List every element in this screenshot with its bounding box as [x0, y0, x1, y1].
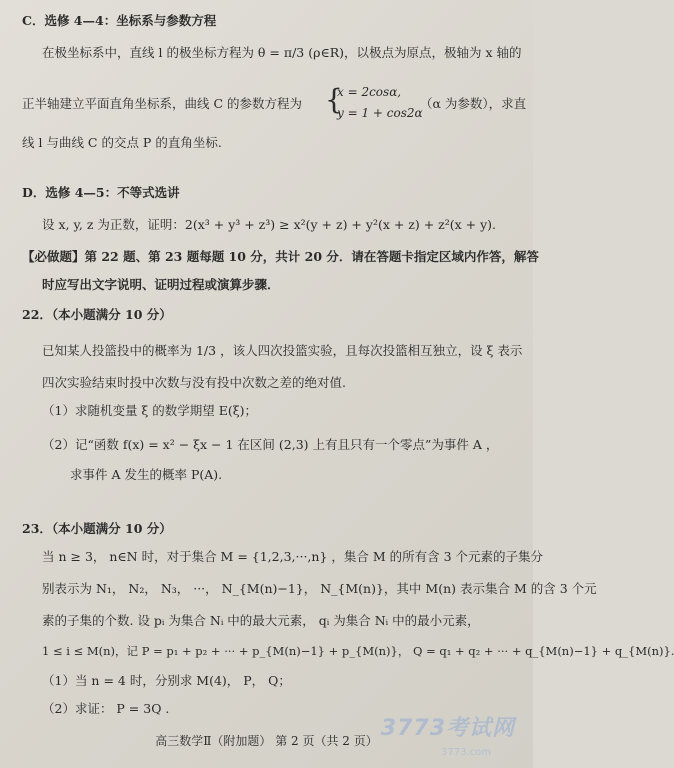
q23-part-2: （2）求证： P = 3Q .	[42, 701, 170, 716]
q22-part-2b: 求事件 A 发生的概率 P(A).	[70, 467, 223, 482]
section-c-line-2-pre: 正半轴建立平面直角坐标系，曲线 C 的参数方程为	[22, 96, 303, 111]
q23-line-2: 别表示为 N₁， N₂， N₃， ···， N_{M(n)−1}， N_{M(n)}，其中 M(n) 表示集合 M 的含 3 个元	[42, 581, 597, 596]
q22-title: 22．（本小题满分 10 分）	[22, 307, 172, 322]
section-c-line-3: 线 l 与曲线 C 的交点 P 的直角坐标.	[22, 135, 222, 150]
section-c-line-1: 在极坐标系中，直线 l 的极坐标方程为 θ = π/3 (ρ∈R)，以极点为原点，极轴为 x 轴的	[42, 45, 522, 60]
watermark-logo: 3773考试网	[380, 716, 515, 741]
q22-line-2: 四次实验结束时投中次数与没有投中次数之差的绝对值.	[42, 375, 346, 390]
required-line-1: 【必做题】第 22 题、第 23 题每题 10 分，共计 20 分．请在答题卡指定区域内作答，解答	[22, 249, 539, 264]
q23-line-3: 素的子集的个数. 设 pᵢ 为集合 Nᵢ 中的最大元素， qᵢ 为集合 Nᵢ 中的最小元素，	[42, 613, 480, 628]
required-line-2: 时应写出文字说明、证明过程或演算步骤．	[42, 277, 280, 292]
page-footer: 高三数学Ⅱ（附加题） 第 2 页（共 2 页）	[155, 734, 378, 748]
q22-part-2: （2）记“函数 f(x) = x² − ξx − 1 在区间 (2,3) 上有且只有一个零点”为事件 A ，	[42, 437, 499, 452]
param-eq-1: x = 2cosα,	[337, 85, 402, 99]
q23-title: 23．（本小题满分 10 分）	[22, 521, 172, 536]
param-eq-2: y = 1 + cos2α	[337, 106, 423, 120]
brace-symbol: {	[325, 83, 343, 116]
section-d-title: D．选修 4—5：不等式选讲	[22, 185, 180, 200]
q23-line-1: 当 n ≥ 3， n∈N 时，对于集合 M = {1,2,3,···,n} ，集合 M 的所有含 3 个元素的子集分	[42, 549, 544, 564]
watermark-url: 3773.com	[441, 747, 491, 758]
section-d-line-1: 设 x, y, z 为正数，证明：2(x³ + y³ + z³) ≥ x²(y + z) + y²(x + z) + z²(x + y).	[42, 217, 497, 232]
q22-line-1: 已知某人投篮投中的概率为 1/3 ，该人四次投篮实验，且每次投篮相互独立，设 ξ 表示	[42, 343, 523, 358]
section-c-line-2-post: （α 为参数），求直	[420, 96, 527, 111]
q23-line-4: 1 ≤ i ≤ M(n)，记 P = p₁ + p₂ + ··· + p_{M(n)−1} + p_{M(n)}， Q = q₁ + q₂ + ··· + q_{M(n)−1} + q_{M(n)}.	[42, 644, 674, 658]
q23-part-1: （1）当 n = 4 时，分别求 M(4)， P， Q；	[42, 673, 291, 688]
section-c-title: C．选修 4—4：坐标系与参数方程	[22, 13, 217, 28]
q22-part-1: （1）求随机变量 ξ 的数学期望 E(ξ)；	[42, 403, 258, 418]
